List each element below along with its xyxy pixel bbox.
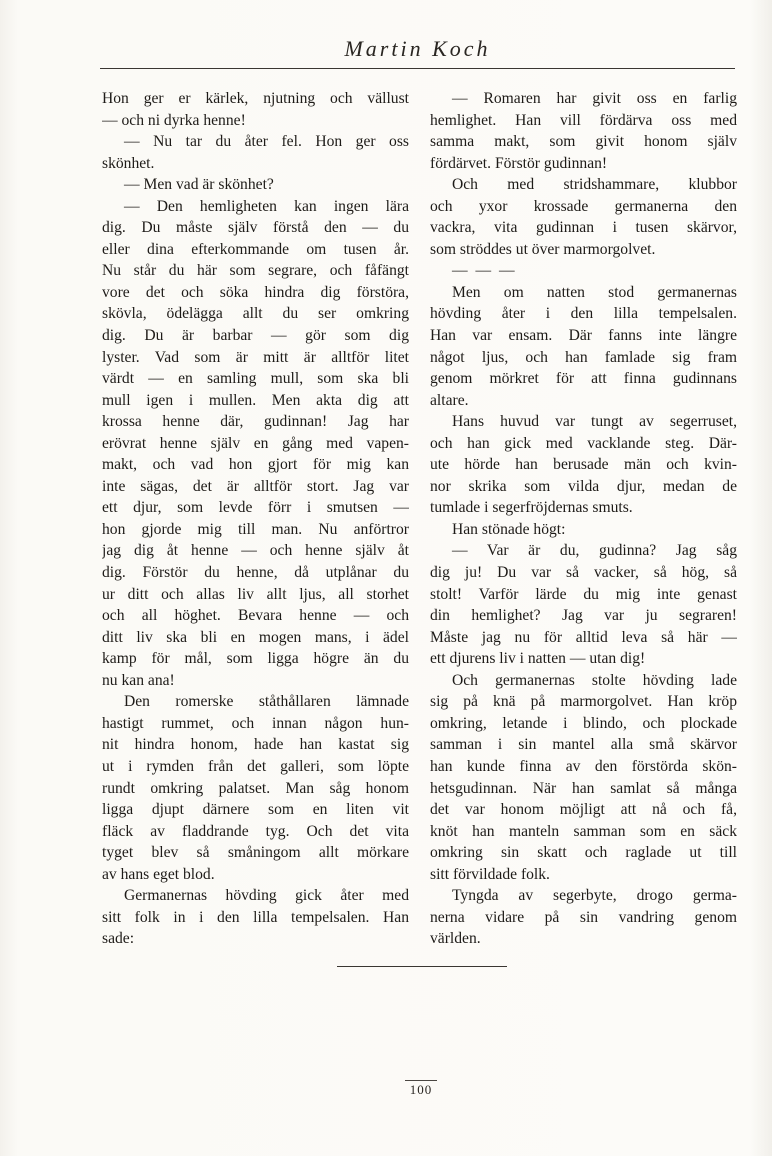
text-line: dig. Du är barbar — gör som dig (102, 327, 409, 345)
text-line: Nu står du här som segrare, och fåfängt (102, 262, 409, 280)
right-column (430, 88, 737, 950)
text-line: omkring, letande i blindo, och plockade (430, 714, 737, 732)
text-line: hemlighet. Han vill fördärva oss med (430, 111, 737, 129)
text-line: Han var ensam. Där fanns inte längre (430, 327, 737, 345)
text-line: ditt liv ska bli en mogen mans, i ädel (102, 628, 409, 646)
text-line: tyget blev så småningom allt mörkare (102, 844, 409, 862)
text-line: och yxor krossade germanerna den (430, 197, 737, 215)
text-line: sitt folk in i den lilla tempelsalen. Han (102, 908, 409, 926)
text-line: dig. Förstör du henne, då utplånar du (102, 564, 409, 582)
end-rule (337, 966, 507, 967)
text-line: kamp för mål, som ligga högre än du (102, 650, 409, 668)
text-line: fläck av fladdrande tyg. Och det vita (102, 822, 409, 840)
text-line: världen. (430, 930, 481, 948)
text-line: sitt förvildade folk. (430, 865, 550, 883)
text-line: — Nu tar du åter fel. Hon ger oss (124, 133, 409, 151)
text-line: Germanernas hövding gick åter med (124, 887, 409, 905)
text-line: krossa henne där, gudinnan! Jag har (102, 413, 409, 431)
text-line: dig. Du måste själv förstå den — du (102, 219, 409, 237)
text-line: eller dina efterkommande om tusen år. (102, 240, 409, 258)
text-line: — och ni dyrka henne! (102, 111, 246, 129)
text-line: ur ditt och allas liv allt ljus, all storhet (102, 585, 409, 603)
text-line: genom mörkret för att finna gudinnans (430, 370, 737, 388)
text-line: vore det och söka hindra dig förstöra, (102, 283, 409, 301)
text-line: hastigt rummet, och innan någon hun- (102, 714, 409, 732)
text-line: nor skrika som vilda djur, medan de (430, 477, 737, 495)
text-line: och all höghet. Bevara henne — och (102, 607, 409, 625)
text-line: tumlade i segerfröjdernas smuts. (430, 499, 633, 517)
text-line: han kunde finna av den förstörda skön- (430, 757, 737, 775)
text-line: hon gjorde mig till man. Nu anförtror (102, 520, 409, 538)
text-line: Men om natten stod germanernas (452, 283, 737, 301)
text-line: — Var är du, gudinna? Jag såg (452, 542, 737, 560)
text-line: mull igen i mullen. Men akta dig att (102, 391, 409, 409)
text-line: ett djur, som levde förr i smutsen — (102, 499, 409, 517)
text-line: nu kan ana! (102, 671, 175, 689)
text-line: Tyngda av segerbyte, drogo germa- (452, 887, 737, 905)
text-line: Måste jag nu för alltid leva så här — (430, 628, 737, 646)
text-line: samma makt, som givit honom själv (430, 133, 737, 151)
header-rule (100, 68, 735, 69)
text-line: samman i sin mantel alla små skärvor (430, 736, 737, 754)
text-line: ett djurens liv i natten — utan dig! (430, 650, 646, 668)
text-line: altare. (430, 391, 469, 409)
text-line: — Romaren har givit oss en farlig (452, 90, 737, 107)
text-line: och han gick med vacklande steg. Där- (430, 434, 737, 452)
text-line: fördärvet. Förstör gudinnan! (430, 154, 608, 172)
text-line: rundt omkring palatset. Man såg honom (102, 779, 409, 797)
text-line: skönhet. (102, 154, 155, 172)
text-line: din hemlighet? Jag var ju segraren! (430, 607, 737, 625)
text-line: stolt! Varför lärde du mig inte genast (430, 585, 737, 603)
text-line: värdt — en samling mull, som ska bli (102, 370, 409, 388)
text-line: ute hörde han berusade män och kvin- (430, 456, 737, 474)
text-line: hövding åter i den lilla tempelsalen. (430, 305, 737, 323)
text-line: sade: (102, 930, 135, 948)
text-line: Hon ger er kärlek, njutning och vällust (102, 90, 409, 107)
text-line: — Den hemligheten kan ingen lära (124, 197, 409, 215)
text-line: Och med stridshammare, klubbor (452, 176, 737, 194)
text-line: något ljus, och han famlade sig fram (430, 348, 737, 366)
text-line: nerna vidare på sin vandring genom (430, 908, 737, 926)
text-line: hetsgudinnan. När han samlat så många (430, 779, 737, 797)
text-line: erövrat henne själv en gång med vapen- (102, 434, 409, 452)
text-line: ut i rymden från det galleri, som löpte (102, 757, 409, 775)
text-line: omkring sin skatt och raglade ut till (430, 844, 737, 862)
text-line: — Men vad är skönhet? (124, 176, 274, 194)
text-line: vackra, vita gudinnan i tusen skärvor, (430, 219, 737, 237)
text-line: nit hindra honom, hade han kastat sig (102, 736, 409, 754)
text-line: av hans eget blod. (102, 865, 215, 883)
left-column (102, 88, 409, 950)
text-line: — — — (452, 262, 517, 280)
text-line: skövla, ödelägga allt du ser omkring (102, 305, 409, 323)
text-line: Den romerske ståthållaren lämnade (124, 693, 409, 711)
text-line: Hans huvud var tungt av segerruset, (452, 413, 737, 431)
text-line: sig på knä på marmorgolvet. Han kröp (430, 693, 737, 711)
text-line: dig ju! Du var så vacker, så hög, så (430, 564, 737, 582)
text-line: knöt han manteln samman som en säck (430, 822, 737, 840)
folio-rule (405, 1080, 437, 1081)
text-line: lyster. Vad som är mitt är alltför litet (102, 348, 409, 366)
text-line: inte sägas, det är alltför stort. Jag var (102, 477, 409, 495)
text-line: jag dig åt henne — och henne själv åt (102, 542, 409, 560)
text-line: makt, och vad hon gjort för mig kan (102, 456, 409, 474)
page-number: 100 (409, 1082, 433, 1097)
text-line: Han stönade högt: (452, 520, 566, 538)
text-line: som ströddes ut över marmorgolvet. (430, 240, 656, 258)
text-line: Och germanernas stolte hövding lade (452, 671, 737, 689)
text-line: det var honom möjligt att nå och få, (430, 801, 737, 819)
running-header: Martin Koch (344, 36, 491, 61)
text-line: ligga djupt därnere som en liten vit (102, 801, 409, 819)
